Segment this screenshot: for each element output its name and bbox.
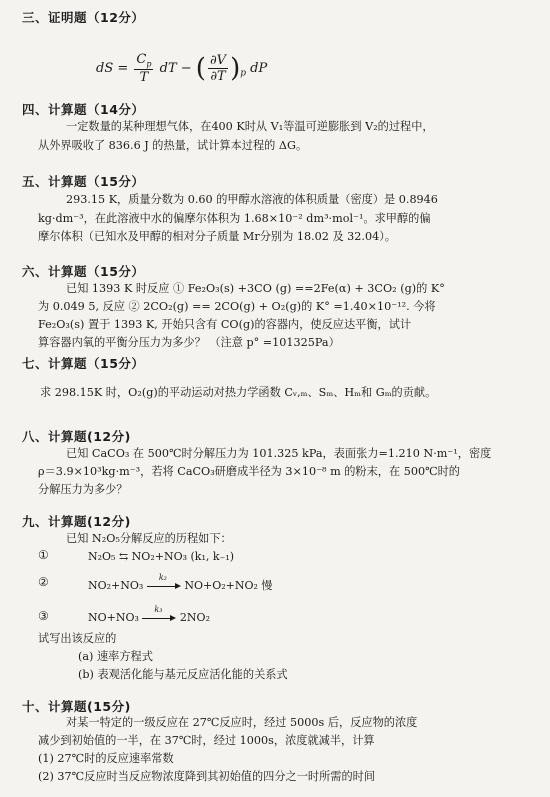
formula-sub-p: p	[240, 68, 246, 79]
s6-line-1: 已知 1393 K 时反应 ① Fe₂O₃(s) +3CO (g) ==2Fe(α) + 3CO₂ (g)的 K°	[66, 282, 445, 295]
step-3-rate-constant: k₃	[154, 605, 163, 614]
section-8-heading: 八、计算题(12分)	[22, 429, 131, 444]
s4-line-2: 从外界吸收了 836.6 J 的热量，试计算本过程的 ΔG。	[38, 139, 308, 152]
s9-ask: 试写出该反应的	[38, 632, 117, 645]
step-3-number: ③	[38, 609, 49, 623]
step-2-left: NO₂+NO₃	[88, 579, 144, 592]
frac-num-sub: p	[146, 59, 152, 69]
s8-line-1: 已知 CaCO₃ 在 500℃时分解压力为 101.325 kPa，表面张力=1.210 N·m⁻¹，密度	[66, 447, 492, 460]
step-2-number: ②	[38, 575, 49, 589]
step-1-equation: N₂O₅ ⇆ NO₂+NO₃ (k₁, k₋₁)	[88, 550, 235, 563]
frac-num-c: C	[136, 52, 147, 67]
s4-line-1: 一定数量的某种理想气体，在400 K时从 V₁等温可逆膨胀到 V₂的过程中，	[66, 120, 434, 133]
s10-line-2: 减少到初始值的一半，在 37℃时，经过 1000s，浓度就减半，计算	[38, 734, 375, 747]
left-paren: (	[195, 53, 206, 84]
s6-line-3: Fe₂O₃(s) 置于 1393 K, 开始只含有 CO(g)的容器内，使反应达平衡，试计	[38, 318, 412, 331]
step-2-right: NO+O₂+NO₂ 慢	[184, 579, 273, 592]
section-6-heading: 六、计算题（15分）	[22, 264, 145, 279]
s9-item-b: (b) 表观活化能与基元反应活化能的关系式	[78, 668, 288, 681]
s9-intro: 已知 N₂O₅分解反应的历程如下：	[66, 532, 232, 545]
right-paren: )	[230, 53, 241, 84]
s5-line-2: kg·dm⁻³，在此溶液中水的偏摩尔体积为 1.68×10⁻² dm³·mol⁻¹。求甲醇的偏	[38, 212, 431, 225]
s7-line-1: 求 298.15K 时，O₂(g)的平动运动对热力学函数 Cᵥ,ₘ、Sₘ、Hₘ和 Gₘ的贡献。	[40, 386, 437, 399]
section-9-heading: 九、计算题(12分)	[22, 514, 131, 529]
reaction-arrow-icon	[147, 573, 181, 591]
formula-dt-minus: dT −	[159, 60, 192, 76]
formula-frac-cp-t	[134, 52, 153, 85]
step-2-equation	[88, 573, 273, 593]
step-3-right: 2NO₂	[179, 611, 210, 624]
s6-line-2: 为 0.049 5, 反应 ② 2CO₂(g) == 2CO(g) + O₂(g)的 K° =1.40×10⁻¹². 今将	[38, 300, 436, 313]
section-7-heading: 七、计算题（15分）	[22, 356, 145, 371]
frac-den-dt: ∂T	[210, 68, 226, 84]
s5-line-3: 摩尔体积（已知水及甲醇的相对分子质量 Mr分别为 18.02 及 32.04）。	[38, 230, 396, 243]
formula-frac-dv-dt	[208, 53, 228, 84]
step-3-equation	[88, 605, 210, 624]
formula-dp: dP	[250, 60, 268, 76]
frac-num-dv: ∂V	[209, 52, 227, 68]
section-10-heading: 十、计算题(15分)	[22, 699, 131, 714]
s10-line-1: 对某一特定的一级反应在 27℃反应时，经过 5000s 后，反应物的浓度	[66, 716, 418, 729]
reaction-arrow-icon	[142, 605, 176, 623]
step-1-number: ①	[38, 548, 49, 562]
s6-line-4: 算容器内氧的平衡分压力为多少？ （注意 p° =101325Pa）	[38, 336, 340, 349]
section-3-heading: 三、证明题（12分）	[22, 10, 145, 25]
section-5-heading: 五、计算题（15分）	[22, 174, 145, 189]
s5-line-1: 293.15 K，质量分数为 0.60 的甲醇水溶液的体积质量（密度）是 0.8946	[66, 193, 438, 206]
proof-formula	[96, 52, 267, 85]
s8-line-2: ρ＝3.9×10³kg·m⁻³，若将 CaCO₃研磨成半径为 3×10⁻⁸ m 的粉末，在 500℃时的	[38, 465, 460, 478]
s10-line-3: (1) 27℃时的反应速率常数	[38, 752, 174, 765]
s8-line-3: 分解压力为多少？	[38, 483, 128, 496]
section-4-heading: 四、计算题（14分）	[22, 102, 145, 117]
s9-item-a: (a) 速率方程式	[78, 650, 153, 663]
frac-den-t: T	[139, 69, 149, 85]
step-3-left: NO+NO₃	[88, 611, 139, 624]
s10-line-4: (2) 37℃反应时当反应物浓度降到其初始值的四分之一时所需的时间	[38, 770, 376, 783]
step-2-rate-constant: k₂	[158, 573, 167, 582]
formula-lhs: dS =	[96, 60, 129, 76]
